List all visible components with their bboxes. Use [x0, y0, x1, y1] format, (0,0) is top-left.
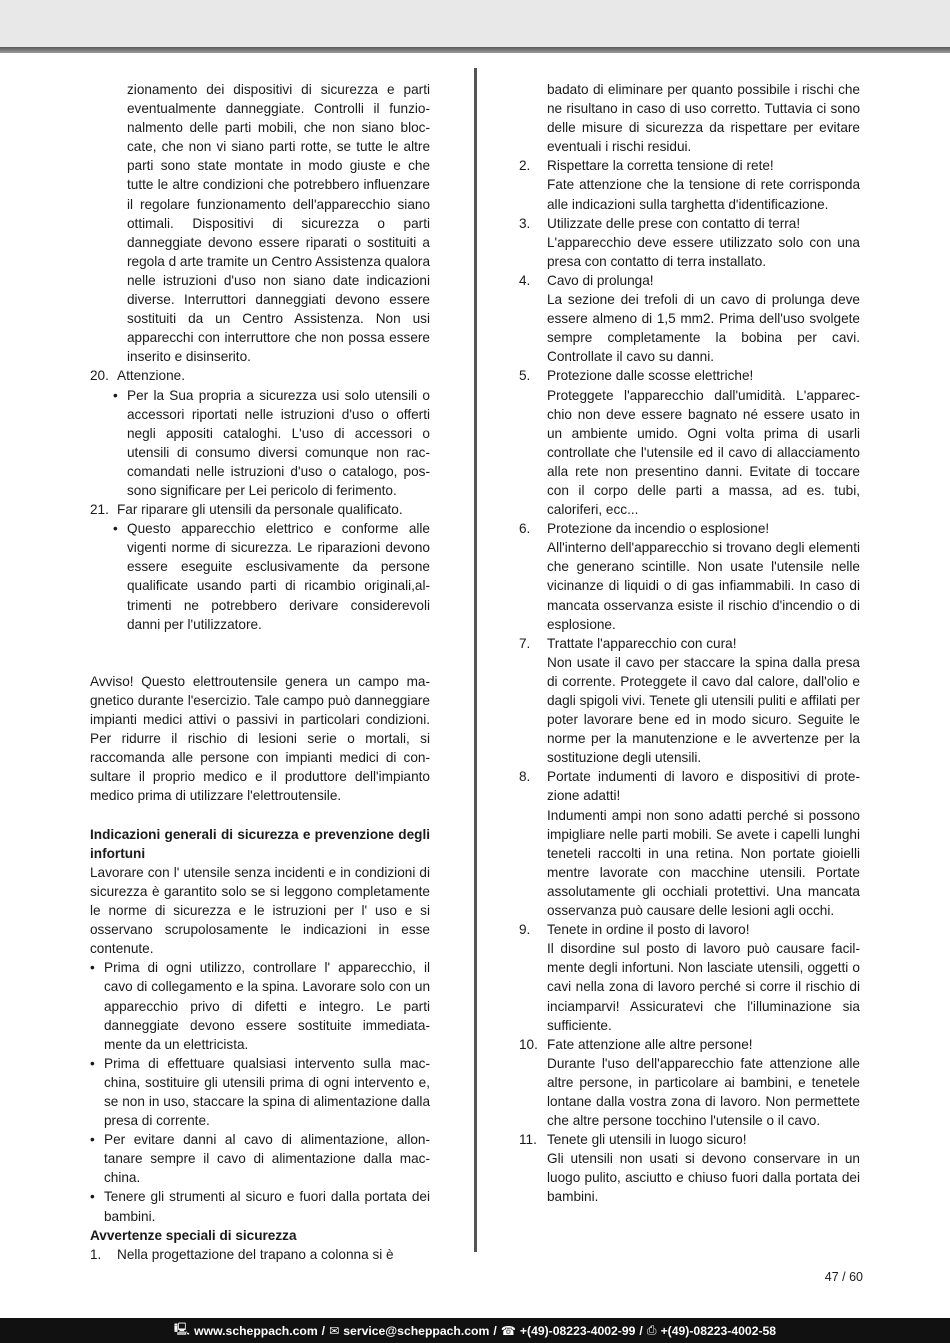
item-number: 8. [519, 769, 531, 785]
item-body: Gli utensili non usati si devono conservare in un luogo pulito, asciutto e chiuso fuori dalla portata dei bambini. [547, 1151, 860, 1205]
item-title: Cavo di prolunga! [547, 272, 654, 288]
item-number: 2. [519, 158, 531, 174]
magnetic-field-warning: Avviso! Questo elettroutensile genera un campo magnetico durante l'esercizio. Tale campo può danneggiare impianti medici attivi o passivi in particolari condizioni. Per ridurre il rischio di lesioni serie o mortali, si raccomanda alle persone con impianti medici di consultare il proprio medico e il produttore dell'impianto medico prima di utilizzare l'elettroutensile. [90, 673, 430, 804]
special-item-7 [519, 634, 860, 768]
item-number: 5. [519, 368, 531, 384]
item-number: 21. [90, 502, 109, 518]
item-title: Portate indumenti di lavoro e dispositivi di protezione adatti! [547, 769, 860, 804]
item-title: Tenete gli utensili in luogo sicuro! [547, 1132, 747, 1148]
fax-icon: ⎙ [646, 1323, 657, 1337]
special-item-2 [519, 156, 860, 213]
item-body: L'apparecchio deve essere utilizzato solo con una presa con contatto di terra installato. [547, 234, 860, 269]
safety-item-20 [90, 366, 430, 385]
footer-fax: +(49)-08223-4002-58 [660, 1323, 777, 1338]
bullet-icon: • [90, 1189, 95, 1205]
item-number: 4. [519, 272, 531, 288]
general-bullet [90, 1054, 430, 1130]
item-title: Tenete in ordine il posto di lavoro! [547, 922, 750, 938]
special-item-11 [519, 1130, 860, 1206]
general-safety-text: Lavorare con l' utensile senza incidenti e in condizioni di sicurezza è garantito solo se si leggono completamente le norme di sicurezza e le istruzioni per l' uso e si osservano scrupolosamente le indicazioni in esse contenute. [90, 864, 430, 957]
item-number: 1. [90, 1246, 102, 1262]
general-bullet [90, 1187, 430, 1225]
general-safety-heading: Indicazioni generali di sicurezza e prevenzione degli infortuni [90, 826, 430, 861]
bullet-icon: • [90, 960, 95, 976]
general-bullet [90, 1130, 430, 1187]
bullet-icon: • [113, 521, 118, 537]
item-title: Far riparare gli utensili da personale qualificato. [117, 502, 403, 518]
special-item-9 [519, 920, 860, 1035]
page-number: 47 / 60 [824, 1270, 863, 1284]
item-title: Utilizzate delle prese con contatto di terra! [547, 215, 801, 231]
special-item-4 [519, 271, 860, 366]
special-item-3 [519, 214, 860, 271]
item-title: Fate attenzione alle altre persone! [547, 1036, 753, 1052]
item-body: Fate attenzione che la tensione di rete corrisponda alle indicazioni sulla targhetta d'identificazione. [547, 177, 860, 212]
item-number: 3. [519, 215, 531, 231]
item-body: Indumenti ampi non sono adatti perché si possono impigliare nelle parti mobili. Se avete i capelli lunghi teneteli raccolti in una retina. Non portate gioielli mentre lavorate con macchine utensili. Portate assolutamente gli occhiali protettivi. Una mancata osservanza può causare delle lesioni agli occhi. [547, 807, 860, 919]
special-item-8 [519, 767, 860, 920]
bullet-text: Prima di ogni utilizzo, controllare l' apparecchio, il cavo di collegamento e la spina. Lavorare solo con un apparecchio privo di difetti e integro. Le parti danneggiate devono essere sostituite immediatamente da un elettricista. [104, 960, 430, 1052]
safety-item-21 [90, 500, 430, 519]
item-number: 9. [519, 922, 531, 938]
bullet-text: Tenere gli strumenti al sicuro e fuori dalla portata dei bambini. [104, 1189, 430, 1224]
item-title: Attenzione. [117, 368, 186, 384]
general-bullet [90, 958, 430, 1053]
special-safety-heading: Avvertenze speciali di sicurezza [90, 1227, 297, 1243]
column-divider [474, 68, 477, 1252]
right-column [519, 80, 860, 1207]
item-title: Protezione dalle scosse elettriche! [547, 368, 754, 384]
item-title: Rispettare la corretta tensione di rete! [547, 158, 774, 174]
left-intro-paragraph: zionamento dei dispositivi di sicurezza e parti eventualmente danneggiate. Controlli il funzionalmento delle parti mobili, che non siano bloccate, che non vi siano parti rotte, se tutte le altre parti sono state montate in modo giuste e che tutte le altre condizioni che potrebbero influenzare il regolare funzionamento dell'apparecchio siano ottimali. Dispositivi di sicurezza o parti danneggiate devono essere riparati o sostituiti a regola d arte tramite un Centro Assistenza qualora nelle istruzioni d'uso non siano date indicazioni diverse. Interruttori danneggiati devono essere sostituiti da un Centro Assistenza. Non usi apparecchi con interruttore che non possa essere inserito e disinserito. [127, 82, 431, 365]
header-band [0, 0, 950, 47]
mail-icon: ✉ [329, 1323, 340, 1338]
item-number: 11. [519, 1132, 537, 1148]
bullet-icon: • [90, 1132, 95, 1148]
item-text: Nella progettazione del trapano a colonna si è [117, 1246, 394, 1262]
item-body: Non usate il cavo per staccare la spina dalla presa di corrente. Proteggete il cavo dal calore, dall'olio e dagli spigoli vivi. Tenete gli utensili puliti e affilati per poter lavorare bene ed in modo sicuro. Seguite le norme per la manutenzione e le avvertenze per la sostituzione degli utensili. [547, 654, 860, 766]
bullet-icon: • [90, 1055, 95, 1071]
item-21-bullet [90, 519, 430, 634]
item-body: Il disordine sul posto di lavoro può causare facilmente degli infortuni. Non lasciate utensili, oggetti o cavi nella zona di lavoro perché si corre il rischio di inciamparvi! Assicuratevi che l'illuminazione sia sufficiente. [547, 941, 860, 1033]
item-number: 6. [519, 521, 531, 537]
header-shadow [0, 47, 950, 53]
item-number: 10. [519, 1036, 538, 1052]
bullet-text: Questo apparecchio elettrico e conforme alle vigenti norme di sicurezza. Le riparazioni devono essere eseguite esclusivamente da persone qualificate usando parti di ricambio originali,altrimenti ne potrebbero derivare considerevoli danni per l'utilizzatore. [127, 521, 430, 632]
bullet-text: Per la Sua propria a sicurezza usi solo utensili o accessori riportati nelle istruzioni d'uso o offerti negli appositi cataloghi. L'uso di accessori o utensili di consumo diversi comunque non raccomandati nelle istruzioni d'uso o catalogo, possono significare per Lei pericolo di ferimento. [127, 387, 430, 498]
item-body: Durante l'uso dell'apparecchio fate attenzione alle altre persone, in particolare ai bambini, e tenetele lontane dalla vostra zona di lavoro. Non permettete che altre persone tocchino l'utensile o il cavo. [547, 1055, 860, 1129]
bullet-icon: • [113, 387, 118, 403]
item-title: Protezione da incendio o esplosione! [547, 521, 770, 537]
special-item-10 [519, 1035, 860, 1130]
special-item-5 [519, 366, 860, 519]
item-20-bullet [90, 386, 430, 501]
item-title: Trattate l'apparecchio con cura! [547, 635, 737, 651]
item-body: La sezione dei trefoli di un cavo di prolunga deve essere almeno di 1,5 mm2. Prima dell'uso svolgete sempre completamente la bobina per cavi. Controllate il cavo su danni. [547, 292, 860, 365]
bullet-text: Prima di effettuare qualsiasi intervento sulla macchina, sostituire gli utensili prima di ogni intervento e, se non in uso, staccare la spina di alimentazione dalla presa di corrente. [104, 1055, 430, 1129]
bullet-text: Per evitare danni al cavo di alimentazione, allontanare sempre il cavo di alimentazione dalla macchina. [104, 1132, 430, 1186]
footer-email[interactable]: service@scheppach.com [343, 1323, 490, 1338]
item-body: All'interno dell'apparecchio si trovano degli elementi che generano scintille. Non usate l'utensile nelle vicinanze di liquidi o di gas infiammabili. In caso di mancata osservanza esiste il rischio d'incendio o di esplosione. [547, 540, 860, 632]
computer-icon: 🖳 [173, 1322, 191, 1336]
left-column [90, 80, 430, 1264]
right-intro-paragraph: badato di eliminare per quanto possibile i rischi che ne risultano in caso di uso corretto. Tuttavia ci sono delle misure di sicurezza da rispettare per evitare eventuali i rischi residui. [547, 82, 860, 155]
special-item-6 [519, 519, 860, 634]
footer-bar: 🖳 www.scheppach.com / ✉ service@scheppach.com / ☎ +(49)-08223-4002-99 / ⎙ +(49)-08223-4002-58 [0, 1318, 950, 1343]
item-body: Proteggete l'apparecchio dall'umidità. L'apparecchio non deve essere bagnato né essere usato in un ambiente umido. Ogni volta prima di usarli controllate che l'utensile ed il cavo di allacciamento alla rete non presentino danni. Evitate di toccare con il corpo delle parti a massa, ad es. tubi, caloriferi, ecc... [547, 387, 860, 518]
special-item-1 [90, 1245, 430, 1264]
item-number: 7. [519, 635, 531, 651]
phone-icon: ☎ [500, 1323, 516, 1338]
footer-website[interactable]: www.scheppach.com [194, 1323, 318, 1338]
footer-phone: +(49)-08223-4002-99 [519, 1323, 636, 1338]
item-number: 20. [90, 368, 109, 384]
